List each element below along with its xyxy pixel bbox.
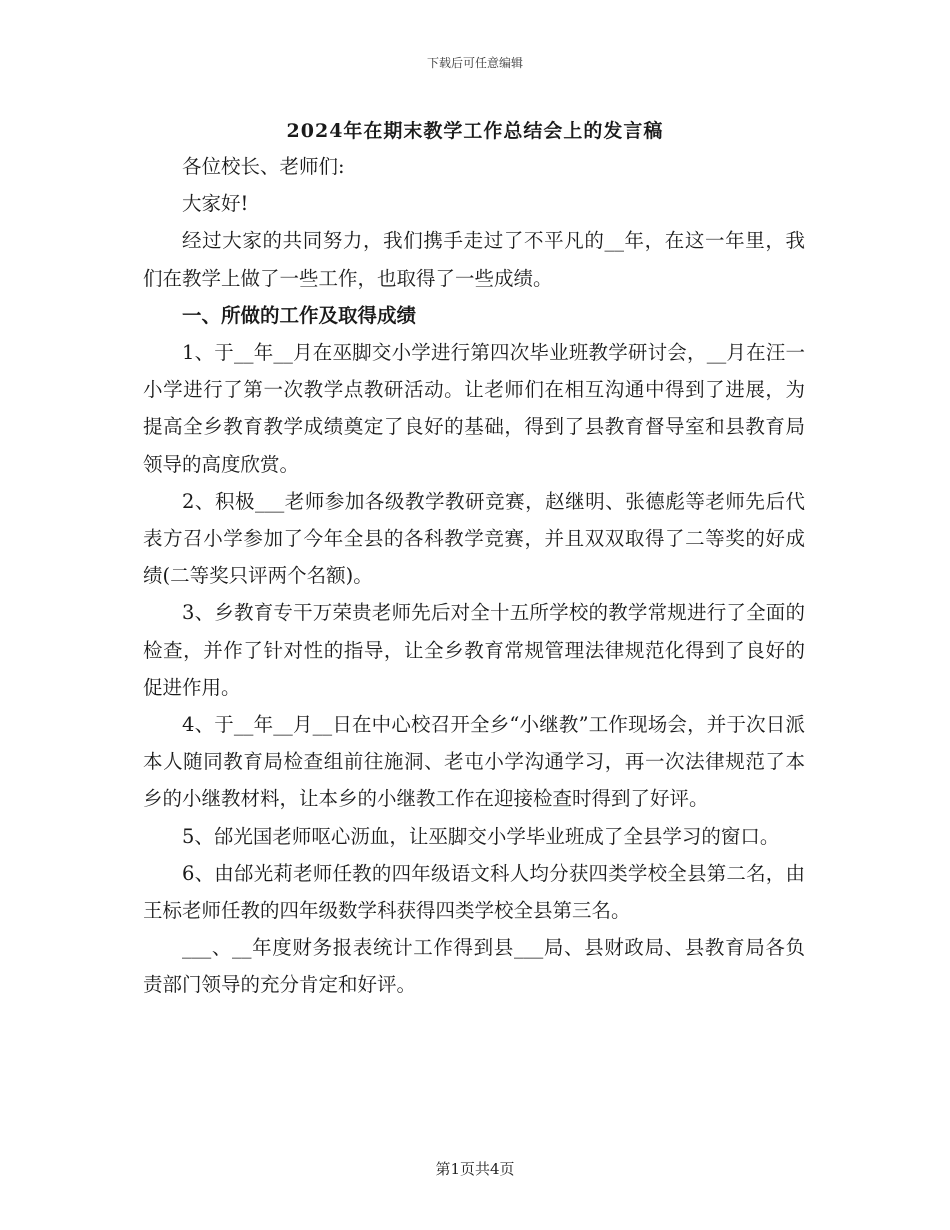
item-paragraph-3: 3、乡教育专干万荣贵老师先后对全十五所学校的教学常规进行了全面的检查，并作了针对性的指导，让全乡教育常规管理法律规范化得到了良好的促进作用。	[143, 601, 805, 699]
item-paragraph-4: 4、于__年__月__日在中心校召开全乡“小继教”工作现场会，并于次日派本人随同教育局检查组前往施洞、老屯小学沟通学习，再一次法律规范了本乡的小继教材料，让本乡的小继教工作在迎接检查时得到了好评。	[143, 713, 805, 811]
document-body	[143, 148, 805, 1004]
page-number: 第1页共4页	[435, 1160, 515, 1178]
header-note: 下载后可任意编辑	[426, 56, 523, 70]
greeting: 大家好!	[182, 192, 249, 216]
intro-paragraph: 经过大家的共同努力，我们携手走过了不平凡的__年，在这一年里，我们在教学上做了一些工作，也取得了一些成绩。	[143, 229, 805, 290]
document-title: 2024年在期末教学工作总结会上的发言稿	[286, 120, 664, 142]
salutation: 各位校长、老师们:	[182, 155, 345, 178]
item-paragraph-1: 1、于__年__月在巫脚交小学进行第四次毕业班教学研讨会，__月在汪一小学进行了第一次教学点教研活动。让老师们在相互沟通中得到了进展，为提高全乡教育教学成绩奠定了良好的基础，得到了县教育督导室和县教育局领导的高度欣赏。	[143, 341, 805, 476]
section-heading: 一、所做的工作及取得成绩	[182, 303, 417, 327]
item-paragraph-2: 2、积极___老师参加各级教学教研竞赛，赵继明、张德彪等老师先后代表方召小学参加了今年全县的各科教学竞赛，并且双双取得了二等奖的好成绩(二等奖只评两个名额)。	[143, 489, 805, 588]
item-paragraph-5: 5、邰光国老师呕心沥血，让巫脚交小学毕业班成了全县学习的窗口。	[182, 824, 780, 848]
item-paragraph-7: ___、__年度财务报表统计工作得到县___局、县财政局、县教育局各负责部门领导的充分肯定和好评。	[143, 936, 805, 997]
item-paragraph-6: 6、由邰光莉老师任教的四年级语文科人均分获四类学校全县第二名，由王标老师任教的四年级数学科获得四类学校全县第三名。	[143, 861, 805, 923]
